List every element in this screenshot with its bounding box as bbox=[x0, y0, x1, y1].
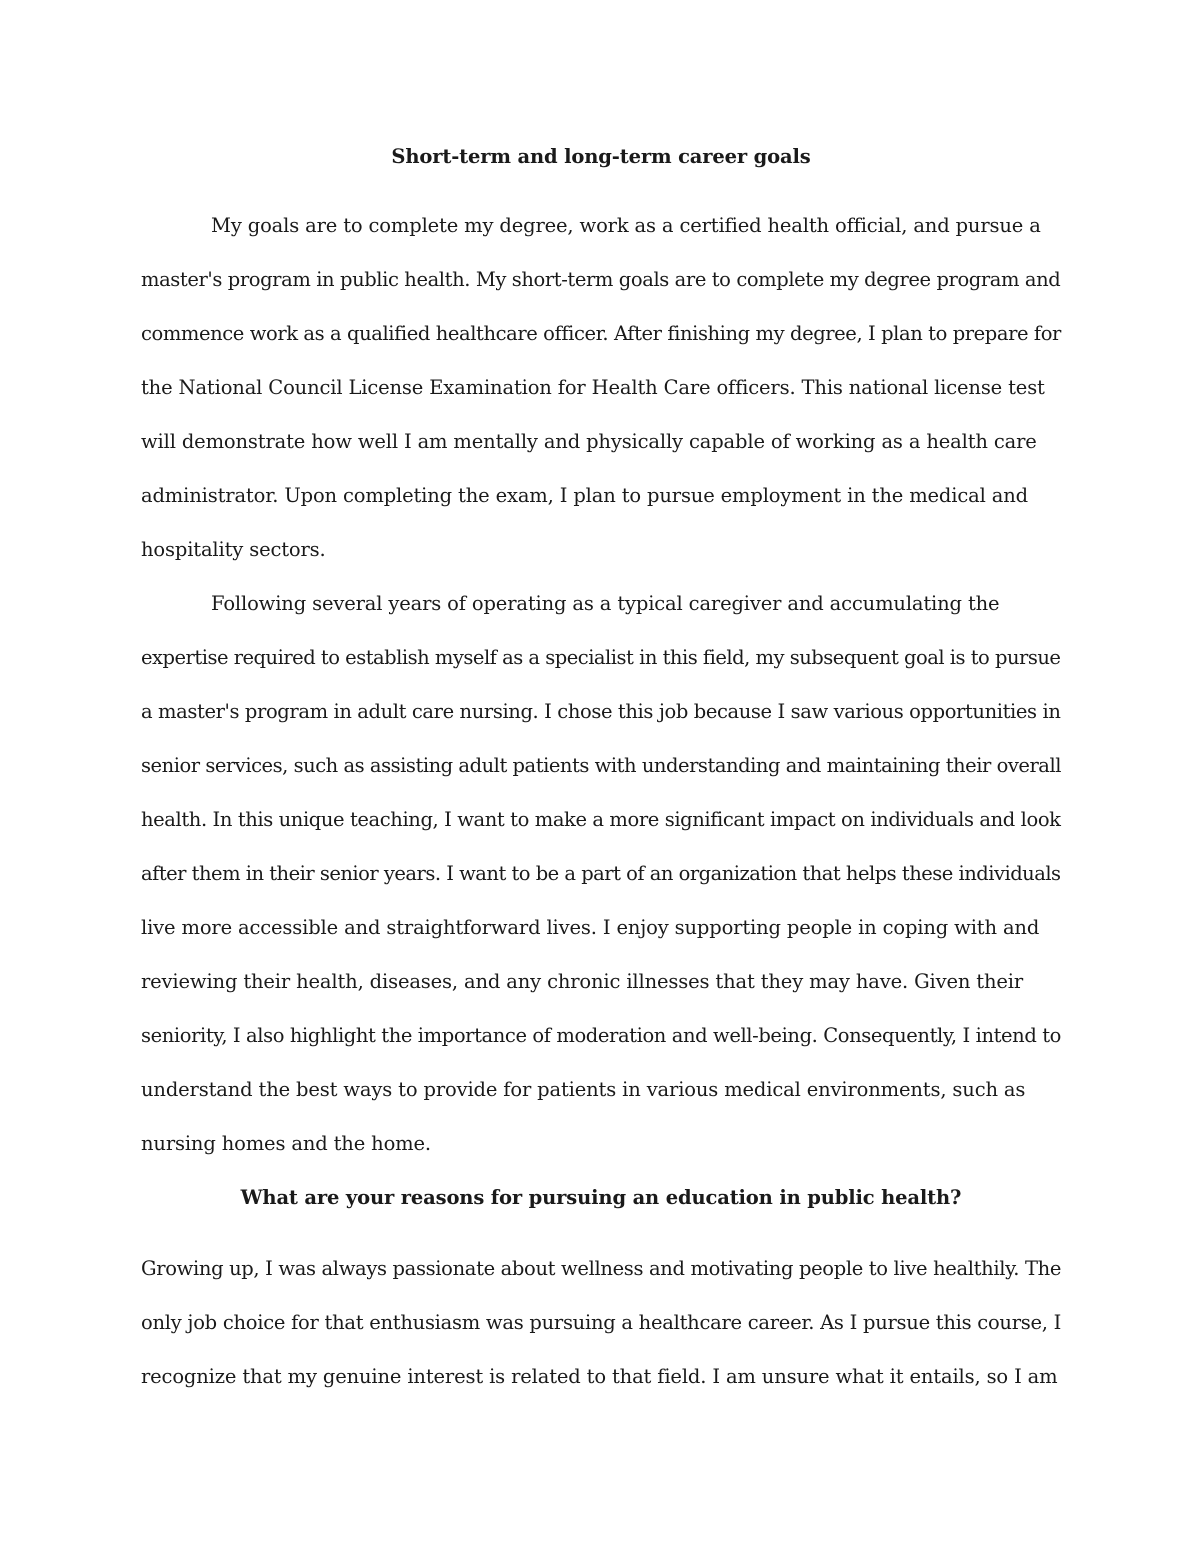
paragraph-2-line-10: understand the best ways to provide for patients in various medical environments, such as bbox=[141, 1078, 1026, 1101]
paragraph-2-line-8: reviewing their health, diseases, and any chronic illnesses that they may have. Given their bbox=[141, 970, 1024, 993]
paragraph-2-line-5: health. In this unique teaching, I want to make a more significant impact on individuals and look bbox=[141, 808, 1061, 831]
paragraph-2-line-2: expertise required to establish myself as a specialist in this field, my subsequent goal is to pursue bbox=[141, 646, 1061, 669]
paragraph-1-line-4: the National Council License Examination for Health Care officers. This national license test bbox=[141, 376, 1045, 399]
paragraph-2-line-11: nursing homes and the home. bbox=[141, 1132, 431, 1155]
paragraph-1-line-3: commence work as a qualified healthcare officer. After finishing my degree, I plan to prepare for bbox=[141, 322, 1061, 345]
document-title: Short-term and long-term career goals bbox=[391, 145, 811, 168]
paragraph-1-line-7: hospitality sectors. bbox=[141, 538, 326, 561]
paragraph-3-line-3: recognize that my genuine interest is related to that field. I am unsure what it entails, so I am bbox=[141, 1365, 1058, 1388]
paragraph-2-line-9: seniority, I also highlight the importance of moderation and well-being. Consequently, I intend to bbox=[141, 1024, 1062, 1047]
question-heading: What are your reasons for pursuing an education in public health? bbox=[240, 1186, 962, 1209]
paragraph-1-line-6: administrator. Upon completing the exam, I plan to pursue employment in the medical and bbox=[141, 484, 1028, 507]
paragraph-2-line-1: Following several years of operating as a typical caregiver and accumulating the bbox=[211, 592, 1000, 615]
paragraph-1-line-5: will demonstrate how well I am mentally and physically capable of working as a health care bbox=[141, 430, 1037, 453]
paragraph-2-line-4: senior services, such as assisting adult patients with understanding and maintaining their overall bbox=[141, 754, 1061, 777]
paragraph-1-line-2: master's program in public health. My short-term goals are to complete my degree program and bbox=[141, 268, 1061, 291]
paragraph-3-line-2: only job choice for that enthusiasm was pursuing a healthcare career. As I pursue this course, I bbox=[141, 1311, 1062, 1334]
paragraph-1-line-1: My goals are to complete my degree, work as a certified health official, and pursue a bbox=[211, 214, 1041, 237]
paragraph-3-line-1: Growing up, I was always passionate about wellness and motivating people to live healthily. The bbox=[141, 1257, 1062, 1280]
paragraph-2-line-3: a master's program in adult care nursing. I chose this job because I saw various opportunities in bbox=[141, 700, 1061, 723]
paragraph-2-line-6: after them in their senior years. I want to be a part of an organization that helps these individuals bbox=[141, 862, 1061, 885]
paragraph-2-line-7: live more accessible and straightforward lives. I enjoy supporting people in coping with and bbox=[141, 916, 1040, 939]
